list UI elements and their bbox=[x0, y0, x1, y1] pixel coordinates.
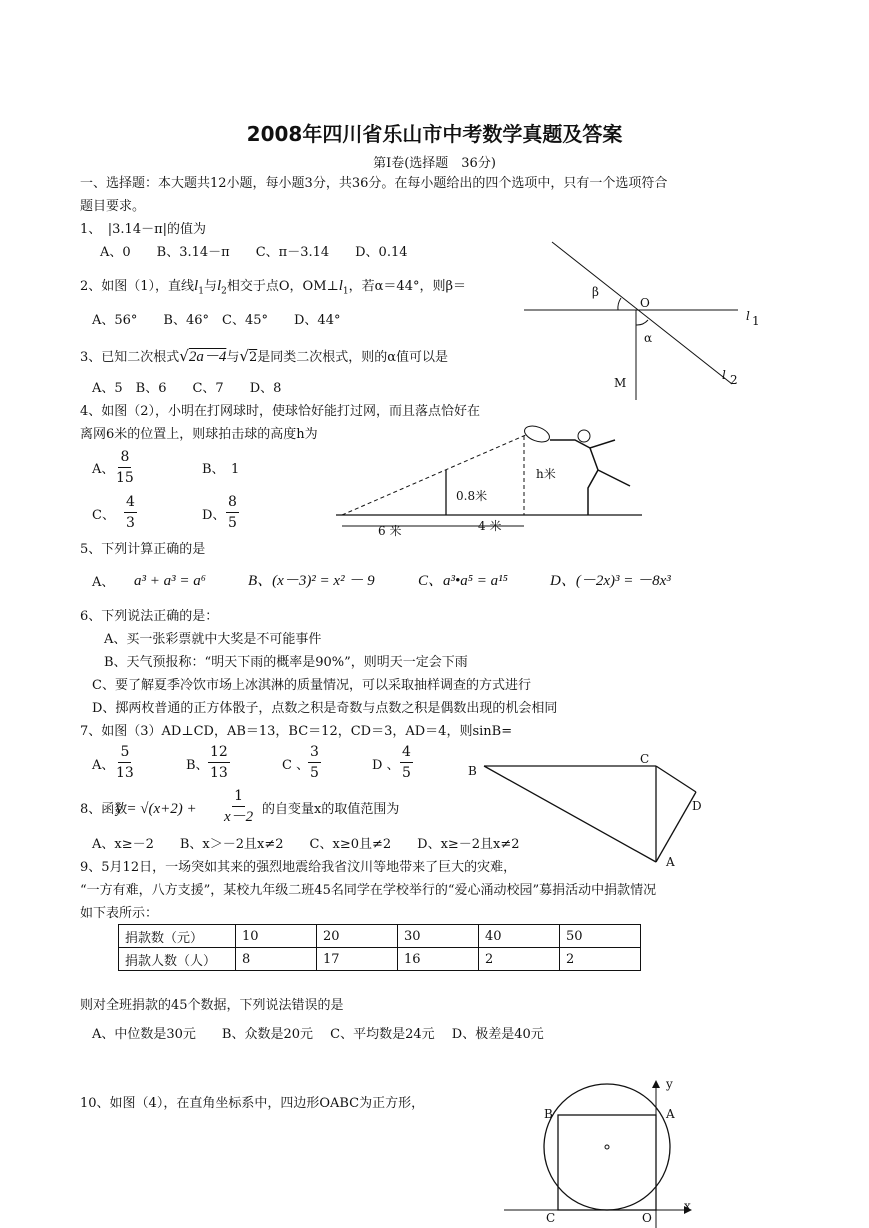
figure-1 bbox=[524, 242, 760, 400]
q6-option-b: B、天气预报称：“明天下雨的概率是90%”，则明天一定会下雨 bbox=[104, 655, 468, 670]
q4-stem: 4、如图（2），小明在打网球时，使球恰好能打过网，而且落点恰好在 bbox=[80, 404, 481, 419]
q1-options: A、0 B、3.14－π C、π－3.14 D、0.14 bbox=[100, 245, 408, 260]
q5-option-a-label: A、 bbox=[92, 575, 115, 590]
table-cell: 30 bbox=[398, 925, 479, 948]
player-head bbox=[578, 430, 590, 442]
label-x: x bbox=[684, 1199, 691, 1213]
q2-options: A、56° B、46° C、45° D、44° bbox=[92, 313, 341, 328]
q9-stem: 9、5月12日，一场突如其来的强烈地震给我省汶川等地带来了巨大的灾难， bbox=[80, 860, 517, 875]
line-l2 bbox=[552, 242, 732, 384]
label-alpha: α bbox=[644, 331, 653, 345]
q4-stem-cont: 离网6米的位置上，则球拍击球的高度h为 bbox=[80, 427, 318, 442]
table-cell: 16 bbox=[398, 948, 479, 971]
q4-option-c: C、 bbox=[92, 508, 115, 523]
y-arrow bbox=[652, 1080, 660, 1088]
ball-path bbox=[342, 434, 528, 515]
q1-stem: 1、 |3.14－π|的值为 bbox=[80, 222, 207, 237]
table-cell: 2 bbox=[560, 948, 641, 971]
q5-option-d: D、(－2x)³ = －8x³ bbox=[550, 573, 671, 589]
q8-stem-a: 8、函数 bbox=[80, 802, 128, 817]
circle bbox=[544, 1084, 670, 1210]
q9-options: A、中位数是30元 B、众数是20元 C、平均数是24元 D、极差是40元 bbox=[92, 1027, 544, 1042]
figure-2 bbox=[336, 423, 642, 538]
q6-option-a: A、买一张彩票就中大奖是不可能事件 bbox=[104, 632, 322, 647]
q9-question: 则对全班捐款的45个数据，下列说法错误的是 bbox=[80, 998, 344, 1013]
q7-option-a-fraction: $\frac{5}{13}$ bbox=[116, 744, 134, 781]
label-c: C bbox=[640, 752, 650, 766]
label-b4: B bbox=[544, 1107, 553, 1121]
racket bbox=[522, 423, 551, 445]
table-cell: 17 bbox=[317, 948, 398, 971]
label-net-height: 0.8米 bbox=[456, 489, 488, 503]
table-cell: 50 bbox=[560, 925, 641, 948]
q7-option-b: B、 bbox=[186, 758, 209, 773]
figure-3 bbox=[468, 752, 702, 869]
table-cell: 捐款数（元） bbox=[119, 925, 236, 948]
label-c4: C bbox=[546, 1211, 556, 1225]
label-l2: l bbox=[722, 368, 726, 382]
figure-4 bbox=[504, 1077, 692, 1228]
q4-option-d-fraction: $\frac{8}{5}$ bbox=[228, 494, 237, 531]
label-b: B bbox=[468, 764, 477, 778]
q7-option-d: D 、 bbox=[372, 758, 400, 773]
table-cell: 2 bbox=[479, 948, 560, 971]
q4-option-b: B、 1 bbox=[202, 462, 240, 477]
label-m: M bbox=[614, 376, 627, 390]
table-cell: 10 bbox=[236, 925, 317, 948]
table-cell: 40 bbox=[479, 925, 560, 948]
circle-center bbox=[605, 1145, 609, 1149]
segment-da bbox=[656, 792, 696, 862]
q7-stem: 7、如图（3）AD⊥CD，AB＝13，BC＝12，CD＝3，AD＝4，则sinB= bbox=[80, 724, 513, 739]
label-6m: 6 米 bbox=[378, 524, 402, 538]
label-o: O bbox=[640, 296, 650, 310]
label-beta: β bbox=[592, 285, 599, 299]
q3-options: A、5 B、6 C、7 D、8 bbox=[92, 381, 282, 396]
q4-option-a: A、 bbox=[92, 462, 115, 477]
angle-beta-arc bbox=[618, 298, 621, 310]
q7-option-a: A、 bbox=[92, 758, 115, 773]
label-4m: 4 米 bbox=[478, 519, 502, 533]
label-y: y bbox=[666, 1077, 673, 1091]
q9-stem-cont2: 如下表所示： bbox=[80, 906, 159, 921]
q7-option-b-fraction: $\frac{12}{13}$ bbox=[210, 744, 228, 781]
q4-option-a-fraction: $\frac{8}{15}$ bbox=[116, 449, 134, 486]
page-title: 2008年四川省乐山市中考数学真题及答案 bbox=[246, 122, 623, 146]
label-l1-sub: 1 bbox=[752, 314, 760, 328]
player-leg-2 bbox=[598, 470, 630, 486]
q8-stem-b: 的自变量x的取值范围为 bbox=[262, 802, 400, 817]
q7-option-c: C 、 bbox=[282, 758, 310, 773]
table-cell: 8 bbox=[236, 948, 317, 971]
q7-option-c-fraction: $\frac{3}{5}$ bbox=[310, 744, 319, 781]
q5-option-b: B、(x－3)² = x² － 9 bbox=[248, 573, 375, 589]
q6-option-d: D、掷两枚普通的正方体骰子，点数之积是奇数与点数之积是偶数出现的机会相同 bbox=[92, 701, 558, 716]
q8-function: y = √(x+2) + bbox=[116, 801, 197, 817]
label-a4: A bbox=[666, 1107, 675, 1121]
table-cell: 捐款人数（人） bbox=[119, 948, 236, 971]
q6-option-c: C、要了解夏季冷饮市场上冰淇淋的质量情况，可以采取抽样调查的方式进行 bbox=[92, 678, 531, 693]
label-l2-sub: 2 bbox=[730, 373, 738, 387]
q9-stem-cont: “一方有难，八方支援”，某校九年级二班45名同学在学校举行的“爱心涌动校园”募捐活动中捐款情况 bbox=[80, 883, 657, 898]
q6-stem: 6、下列说法正确的是： bbox=[80, 609, 219, 624]
q4-option-d: D、 bbox=[202, 508, 226, 523]
angle-alpha-arc bbox=[636, 320, 648, 325]
q4-option-c-fraction: $\frac{4}{3}$ bbox=[126, 494, 135, 531]
q5-option-a: a³ + a³ = a⁶ bbox=[134, 573, 206, 589]
section-instructions: 一、选择题：本大题共12小题，每小题3分，共36分。在每小题给出的四个选项中，只有一个选项符合 bbox=[80, 176, 668, 191]
section-subtitle: 第Ⅰ卷(选择题 36分) bbox=[373, 156, 496, 171]
label-a: A bbox=[666, 855, 675, 869]
q5-stem: 5、下列计算正确的是 bbox=[80, 542, 206, 557]
segment-ba bbox=[484, 766, 656, 862]
q8-options: A、x≥－2 B、x＞－2且x≠2 C、x≥0且≠2 D、x≥－2且x≠2 bbox=[92, 837, 520, 852]
table-cell: 20 bbox=[317, 925, 398, 948]
q7-option-d-fraction: $\frac{4}{5}$ bbox=[402, 744, 411, 781]
label-l1: l bbox=[746, 309, 750, 323]
square-oabc bbox=[558, 1115, 656, 1210]
label-h: h米 bbox=[536, 467, 556, 481]
q3-stem: 3、已知二次根式√2a－4与√2是同类二次根式，则的α值可以是 bbox=[80, 347, 448, 365]
player-arm bbox=[550, 440, 615, 448]
segment-cd bbox=[656, 766, 696, 792]
q10-stem: 10、如图（4），在直角坐标系中，四边形OABC为正方形， bbox=[80, 1096, 425, 1111]
label-d: D bbox=[692, 799, 702, 813]
q8-fraction: $\frac{1}{x-2}$ bbox=[224, 788, 254, 825]
player-leg-1 bbox=[588, 448, 598, 515]
q2-stem: 2、如图（1），直线$l_1$与$l_2$相交于点O，$OM\perp l_1$，若α＝44°，则β＝ bbox=[80, 278, 466, 297]
q5-option-c: C、a³•a⁵ = a¹⁵ bbox=[418, 573, 508, 589]
section-instructions-cont: 题目要求。 bbox=[80, 199, 146, 214]
label-o4: O bbox=[642, 1211, 652, 1225]
